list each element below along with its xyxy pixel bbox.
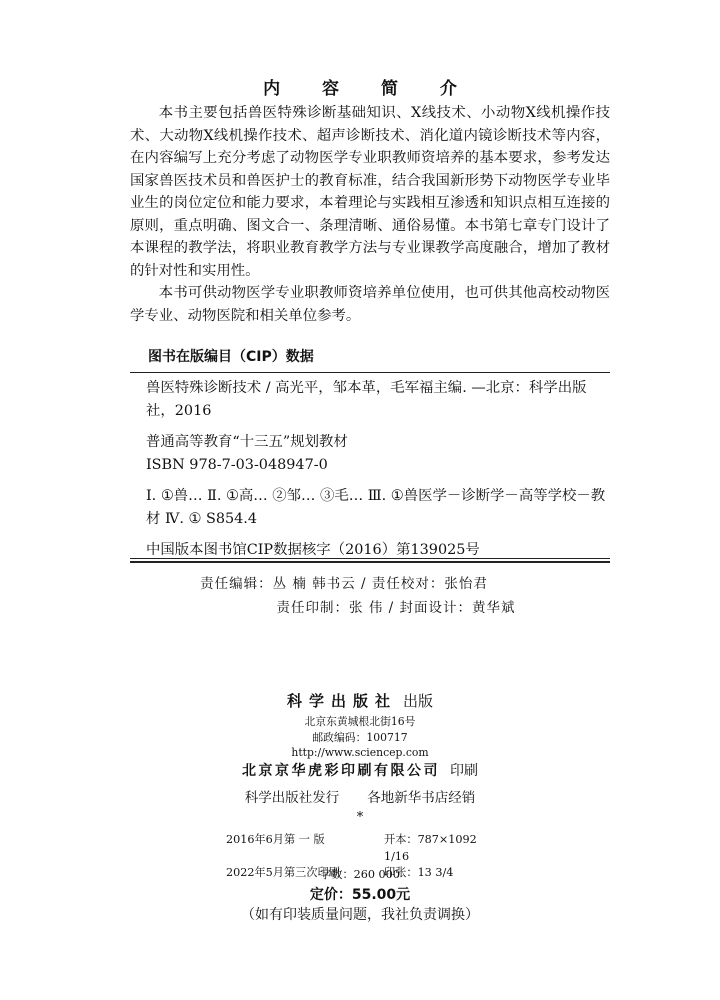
publisher-url: http://www.sciencep.com bbox=[291, 746, 429, 759]
word-count: 字数：260 000 bbox=[320, 868, 400, 881]
cip-bibliographic-line: 兽医特殊诊断技术 / 高光平，邹本革，毛军福主编. —北京：科学出版社，2016 bbox=[146, 380, 587, 419]
edition-row bbox=[226, 832, 494, 865]
cip-check-number: 中国版本图书馆CIP数据核字（2016）第139025号 bbox=[146, 542, 480, 558]
publisher-action: 出版 bbox=[403, 692, 434, 710]
intro-paragraph-1: 本书主要包括兽医特殊诊断基础知识、X线技术、小动物X线机操作技术、大动物X线机操作技术、超声诊断技术、消化道内镜诊断技术等内容，在内容编写上充分考虑了动物医学专业职教师资培养的基本要求，参考发达国家兽医技术员和兽医护士的教育标准，结合我国新形势下动物医学专业毕业生的岗位定位和能力要求，本着理论与实践相互渗透和知识点相互连接的原则，重点明确、图文合一、条理清晰、通俗易懂。本书第七章专门设计了本课程的教学法，将职业教育教学方法与专业课教学高度融合，增加了教材的针对性和实用性。 bbox=[130, 105, 610, 279]
cip-isbn: ISBN 978-7-03-048947-0 bbox=[146, 456, 328, 473]
publisher-address: 北京东黄城根北街16号 bbox=[304, 715, 416, 728]
cip-series-line: 普通高等教育“十三五”规划教材 bbox=[146, 434, 348, 450]
publisher-postcode: 邮政编码：100717 bbox=[312, 731, 408, 744]
quality-note: （如有印装质量问题，我社负责调换） bbox=[241, 907, 479, 923]
sheets: 印张：13 3/4 bbox=[384, 866, 454, 879]
printer-action: 印刷 bbox=[450, 763, 478, 779]
editor-credits: 责任编辑：丛 楠 韩书云 / 责任校对：张怡君 bbox=[200, 576, 488, 592]
cip-top-rule bbox=[130, 372, 610, 373]
price: 定价：55.00元 bbox=[309, 887, 411, 903]
distribution-line bbox=[0, 786, 720, 806]
cip-heading: 图书在版编目（CIP）数据 bbox=[148, 349, 314, 365]
first-edition: 2016年6月第 一 版 bbox=[226, 833, 325, 846]
cip-data-block bbox=[146, 377, 610, 562]
seller: 各地新华书店经销 bbox=[367, 790, 476, 806]
printer-line bbox=[0, 760, 720, 780]
page-title: 内 容 简 介 bbox=[263, 79, 475, 99]
printer-name: 北京京华虎彩印刷有限公司 bbox=[242, 763, 440, 779]
printing: 2022年5月第三次印刷 bbox=[226, 866, 340, 879]
cip-bottom-rule-thick bbox=[130, 561, 610, 563]
separator-asterisk: * bbox=[356, 810, 364, 825]
intro-paragraph-2: 本书可供动物医学专业职教师资培养单位使用，也可供其他高校动物医学专业、动物医院和相关单位参考。 bbox=[130, 285, 610, 324]
cip-bottom-rule bbox=[130, 558, 610, 559]
issuer: 科学出版社发行 bbox=[244, 790, 340, 806]
publisher-line bbox=[0, 690, 720, 711]
introduction bbox=[130, 102, 610, 327]
format: 开本：787×1092 1/16 bbox=[384, 833, 477, 863]
production-credits: 责任印制：张 伟 / 封面设计：黄华斌 bbox=[276, 600, 516, 616]
publisher-name: 科学出版社 bbox=[286, 692, 397, 710]
cip-classification: Ⅰ. ①兽… Ⅱ. ①高… ②邹… ③毛… Ⅲ. ①兽医学－诊断学－高等学校－教材 Ⅳ. ① S854.4 bbox=[146, 488, 606, 527]
